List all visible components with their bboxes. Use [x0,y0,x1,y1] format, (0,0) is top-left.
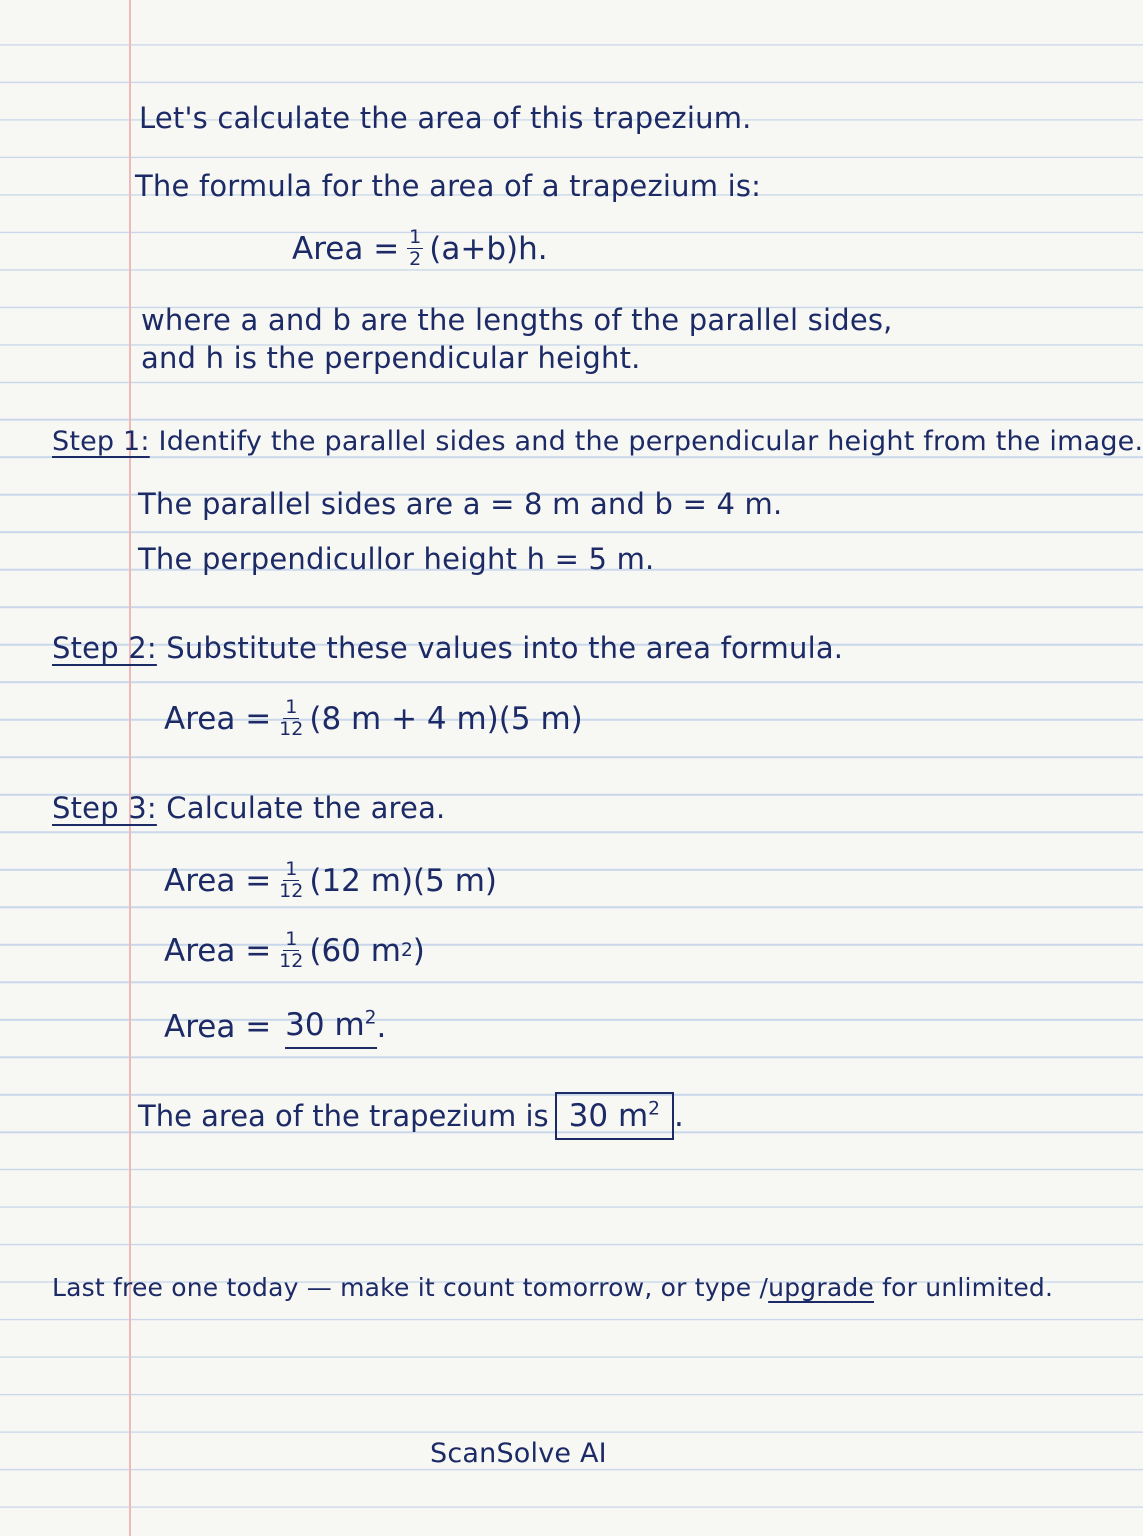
step-3-equation: Area = $\frac{1}{12}$ (12 m)(5 m) [164,858,498,902]
step-label: Step 3: [52,791,157,825]
boxed-answer: 30 $m^2$ [555,1092,674,1140]
formula-intro: The formula for the area of a trapezium is: [135,169,762,203]
brand-name: ScanSolve AI [430,1438,607,1469]
step-2-heading [52,630,843,666]
conclusion: The area of the trapezium is 30 $m^2$ . [138,1092,684,1140]
fraction: $\frac{1}{12}$ [279,858,304,902]
step-1-heading [52,424,1143,460]
step-1-line: The perpendicullor height h = 5 m. [138,542,655,576]
step-label: Step 2: [52,631,157,665]
where-line: and h is the perpendicular height. [141,341,641,375]
step-title: Calculate the area. [166,791,446,825]
step-1-line: The parallel sides are a = 8 m and b = 4 m. [138,487,783,521]
step-3-result: Area = 30 $m^2$ . [164,1005,386,1049]
step-title: Identify the parallel sides and the perpendicular height from the image. [158,426,1143,457]
step-label: Step 1: [52,426,150,457]
formula-left: Area = [292,230,400,267]
footer-note: Last free one today — make it count tomorrow, or type /upgrade for unlimited. [52,1273,1054,1302]
step-title: Substitute these values into the area formula. [166,631,844,665]
upgrade-link[interactable]: upgrade [768,1273,874,1302]
area-formula [292,228,548,269]
step-2-equation: Area = $\frac{1}{12}$ (8 m + 4 m)(5 m) [164,696,583,740]
fraction-half: $\frac{1}{2}$ [409,226,422,270]
intro-line: Let's calculate the area of this trapezium. [139,101,752,135]
underlined-answer: 30 $m^2$ [285,1005,376,1049]
where-line: where a and b are the lengths of the parallel sides, [141,303,893,337]
step-3-equation: Area = $\frac{1}{12}$ (60 m 2 ) [164,928,425,972]
formula-right: (a+b)h. [429,230,548,267]
fraction: $\frac{1}{12}$ [279,696,304,740]
fraction: $\frac{1}{12}$ [279,928,304,972]
step-3-heading [52,790,445,826]
